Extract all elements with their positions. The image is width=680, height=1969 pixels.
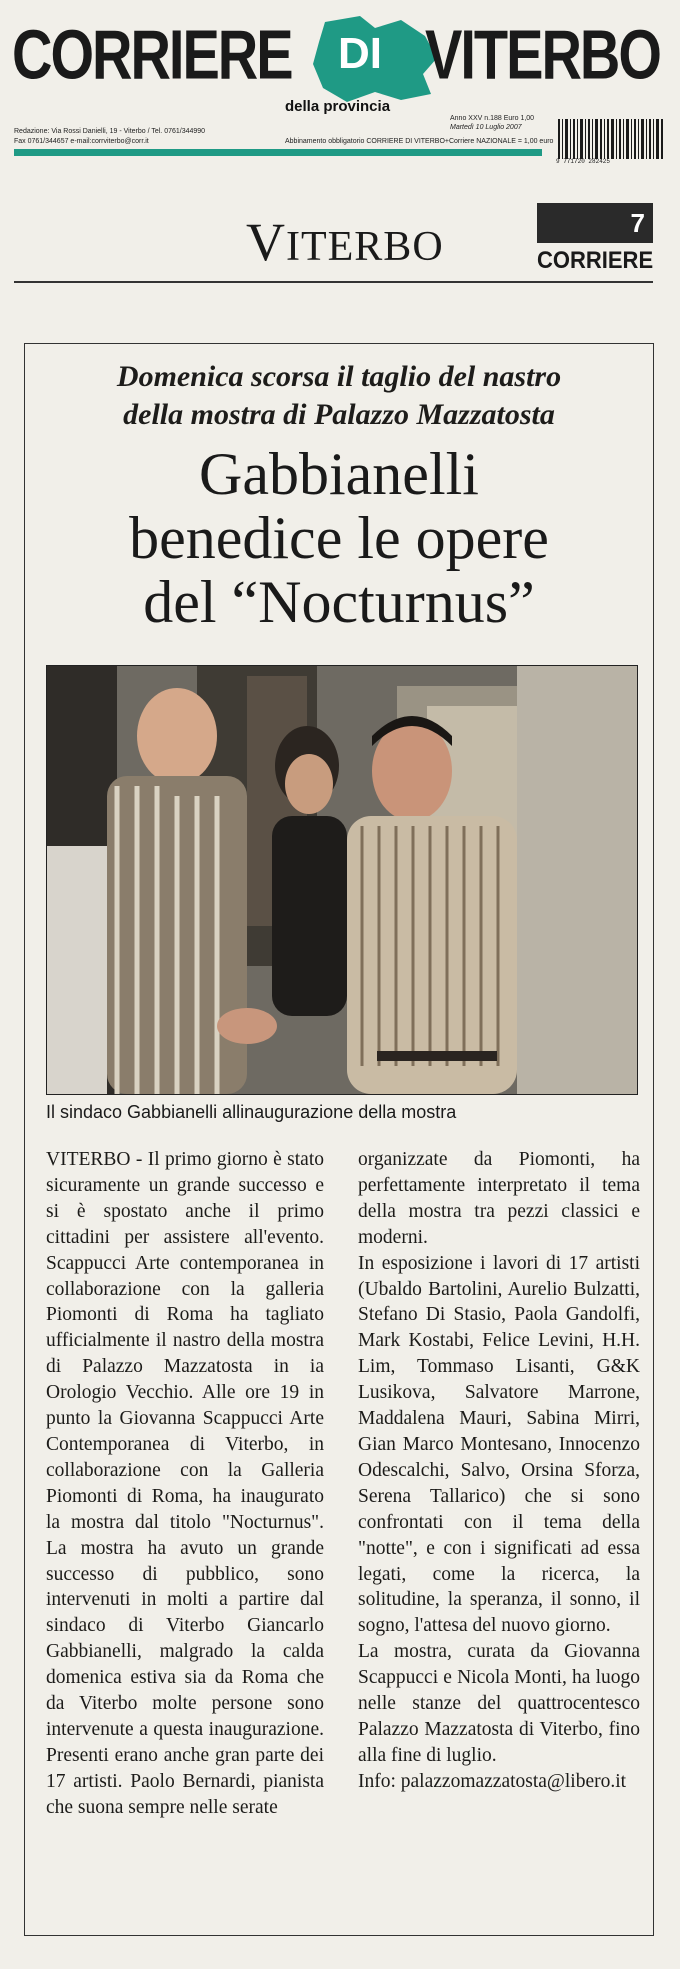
masthead-accent-bar bbox=[14, 149, 542, 156]
body-text: - Il primo giorno è stato sicuramente un grande successo e si è spostato anche il primo cittadini per assistere all'evento. Scappucci Arte contemporanea in collaborazione con la galleria Piomonti di Roma ha tagliato ufficialmente il nastro della mostra di Palazzo Mazzatosta in ia Orologio Vecchio. Alle ore 19 in punto la Giovanna Scappucci Arte Contemporanea di Viterbo, in collaborazione con la Galleria Piomonti di Roma, ha inaugurato la mostra dal titolo "Nocturnus". La mostra ha avuto un grande successo di pubblico, sono intervenuti in molti a partire dal sindaco di Viterbo Giancarlo Gabbianelli, malgrado la calda domenica estiva sia da Roma che da Viterbo molte persone sono intervenute a questa inaugurazione. Presenti erano anche gran parte dei 17 artisti. Paolo Bernardi, pianista che suona sempre nelle serate bbox=[46, 1149, 324, 1818]
masthead-fax: Fax 0761/344657 e-mail:corrviterbo@corr.it bbox=[14, 138, 149, 145]
headline-line: del “Nocturnus” bbox=[143, 569, 535, 635]
masthead bbox=[0, 0, 680, 165]
section-brand: CORRIERE bbox=[537, 245, 654, 274]
page-number: 7 bbox=[537, 203, 653, 243]
barcode-icon bbox=[556, 112, 666, 162]
body-paragraph: La mostra, curata da Giovanna Scappucci e Nicola Monti, ha luogo nelle stanze del quattrocentesco Palazzo Mazzatosta di Viterbo, fino alla fine di luglio. bbox=[358, 1641, 640, 1766]
section-divider bbox=[14, 281, 653, 283]
dateline: VITERBO bbox=[46, 1149, 131, 1170]
headline-line: benedice le opere bbox=[129, 505, 549, 571]
body-paragraph: organizzate da Piomonti, ha perfettamente interpretato il tema della mostra tra pezzi classici e moderni. bbox=[358, 1149, 640, 1248]
section-title-rest: ITERBO bbox=[286, 224, 444, 270]
article-headline bbox=[24, 442, 654, 634]
masthead-redazione: Redazione: Via Rossi Danielli, 19 - Viterbo / Tel. 0761/344990 bbox=[14, 128, 206, 135]
photo-caption: Il sindaco Gabbianelli allinaugurazione della mostra bbox=[46, 1102, 457, 1122]
section-title bbox=[246, 212, 444, 277]
article-photo bbox=[46, 665, 638, 1095]
masthead-subtitle: della provincia bbox=[285, 98, 391, 115]
body-paragraph bbox=[46, 1147, 324, 1821]
kicker-line: della mostra di Palazzo Mazzatosta bbox=[123, 398, 555, 431]
masthead-name-right: VITERBO bbox=[425, 14, 660, 94]
body-paragraph: In esposizione i lavori di 17 artisti (Ubaldo Bartolini, Aurelio Bulzatti, Stefano Di Stasio, Paola Gandolfi, Mark Kostabi, Felice Levini, H.H. Lim, Tommaso Lisanti, G&K Lusikova, Salvatore Marrone, Maddalena Mauri, Sabina Mirri, Gian Marco Montesano, Innocenzo Odescalchi, Salvo, Orsina Sforza, Serena Tallarico) che si sono confrontati con il tema della "notte", e con i significati ad essa legati, come la ricerca, la solitudine, la speranza, il sonno, il sogno, l'attesa del nuovo giorno. bbox=[358, 1252, 640, 1637]
article-column-left bbox=[46, 1147, 324, 1821]
barcode-number: 9 771720 282425 bbox=[556, 158, 611, 165]
info-line: Info: palazzomazzatosta@libero.it bbox=[358, 1770, 627, 1792]
masthead-contacts bbox=[14, 127, 274, 147]
masthead-date: Martedì 10 Luglio 2007 bbox=[450, 124, 522, 131]
masthead-issue-info bbox=[450, 114, 560, 132]
masthead-name-di: DI bbox=[338, 29, 382, 78]
masthead-name-left: CORRIERE bbox=[12, 14, 292, 94]
masthead-issue: Anno XXV n.188 Euro 1,00 bbox=[450, 115, 535, 122]
headline-line: Gabbianelli bbox=[199, 441, 479, 507]
masthead-abbinamento: Abbinamento obbligatorio CORRIERE DI VITERBO+Corriere NAZIONALE = 1,00 euro bbox=[285, 138, 554, 145]
article-column-right bbox=[358, 1147, 640, 1795]
section-title-initial: V bbox=[246, 212, 286, 272]
kicker-line: Domenica scorsa il taglio del nastro bbox=[116, 360, 562, 393]
article-kicker bbox=[24, 358, 654, 434]
